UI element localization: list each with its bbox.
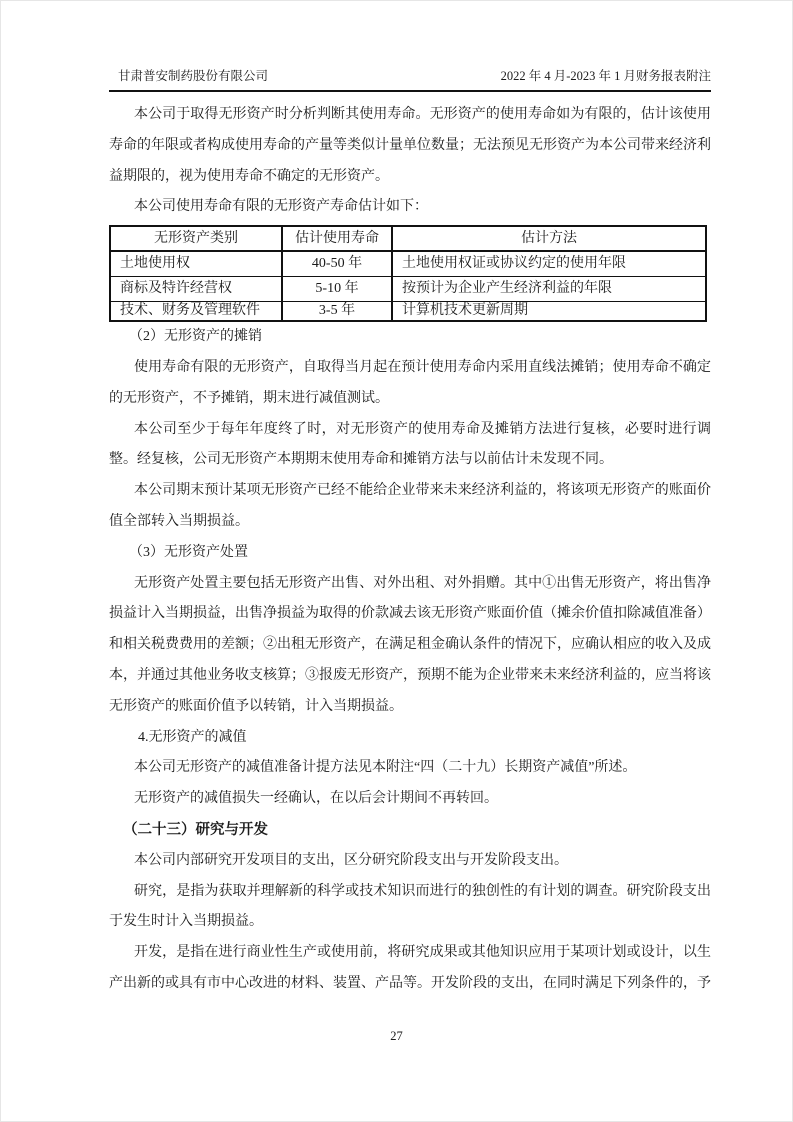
table-cell: 商标及特许经营权	[110, 276, 282, 301]
paragraph: 使用寿命有限的无形资产，自取得当月起在预计使用寿命内采用直线法摊销；使用寿命不确定的无形资产，不予摊销，期末进行减值测试。	[109, 359, 711, 406]
page-header	[109, 68, 711, 92]
paragraph: 本公司期末预计某项无形资产已经不能给企业带来未来经济利益的，将该项无形资产的账面价值全部转入当期损益。	[109, 483, 711, 529]
paragraph: 本公司内部研究开发项目的支出，区分研究阶段支出与开发阶段支出。	[134, 852, 568, 868]
table-row	[110, 276, 706, 301]
disposal-subheading: （3）无形资产处置	[129, 544, 248, 560]
table-header-category: 无形资产类别	[110, 226, 282, 251]
table-header-method: 估计方法	[392, 226, 706, 251]
table-cell: 土地使用权证或协议约定的使用年限	[392, 251, 706, 276]
table-header-row	[110, 226, 706, 251]
table-cell: 5-10 年	[282, 276, 392, 301]
paragraph: 无形资产处置主要包括无形资产出售、对外出租、对外捐赠。其中①出售无形资产，将出售净损益计入当期损益，出售净损益为取得的价款减去该无形资产账面价值（摊余价值扣除减值准备）和相关税费费用的差额；②出租无形资产，在满足租金确认条件的情况下，应确认相应的收入及成本，并通过其他业务收支核算；③报废无形资产，预期不能为企业带来未来经济利益的，应当将该无形资产的账面价值予以转销，计入当期损益。	[109, 575, 711, 714]
table-cell: 3-5 年	[282, 301, 392, 321]
report-title: 2022 年 4 月-2023 年 1 月财务报表附注	[500, 69, 711, 83]
rnd-section-heading: （二十三）研究与开发	[123, 821, 268, 838]
impairment-subheading: 4.无形资产的减值	[138, 729, 247, 745]
paragraph: 研究，是指为获取并理解新的科学或技术知识而进行的独创性的有计划的调查。研究阶段支出于发生时计入当期损益。	[109, 883, 711, 930]
paragraph-useful-life-analysis: 本公司于取得无形资产时分析判断其使用寿命。无形资产的使用寿命如为有限的，估计该使用寿命的年限或者构成使用寿命的产量等类似计量单位数量；无法预见无形资产为本公司带来经济利益期限的，视为使用寿命不确定的无形资产。	[109, 107, 711, 184]
table-cell: 计算机技术更新周期	[392, 301, 706, 321]
table-cell: 土地使用权	[110, 251, 282, 276]
paragraph: 本公司无形资产的减值准备计提方法见本附注“四（二十九）长期资产减值”所述。	[134, 760, 637, 776]
table-row	[110, 251, 706, 276]
company-name: 甘肃普安制药股份有限公司	[118, 69, 269, 83]
paragraph: 无形资产的减值损失一经确认，在以后会计期间不再转回。	[134, 791, 498, 807]
paragraph-life-estimate-intro: 本公司使用寿命有限的无形资产寿命估计如下：	[134, 199, 428, 215]
useful-life-table	[109, 225, 707, 322]
table-cell: 技术、财务及管理软件	[110, 301, 282, 321]
paragraph: 本公司至少于每年年度终了时，对无形资产的使用寿命及摊销方法进行复核，必要时进行调整。经复核，公司无形资产本期期末使用寿命和摊销方法与以前估计未发现不同。	[109, 421, 711, 468]
table-header-life: 估计使用寿命	[282, 226, 392, 251]
table-row	[110, 301, 706, 321]
document-body	[109, 100, 711, 1000]
page-number: 27	[390, 1029, 403, 1043]
paragraph: 开发，是指在进行商业性生产或使用前，将研究成果或其他知识应用于某项计划或设计，以生产出新的或具有市中心改进的材料、装置、产品等。开发阶段的支出，在同时满足下列条件的，予	[109, 945, 711, 991]
amortization-subheading: （2）无形资产的摊销	[129, 329, 262, 345]
table-cell: 40-50 年	[282, 251, 392, 276]
table-cell: 按预计为企业产生经济利益的年限	[392, 276, 706, 301]
